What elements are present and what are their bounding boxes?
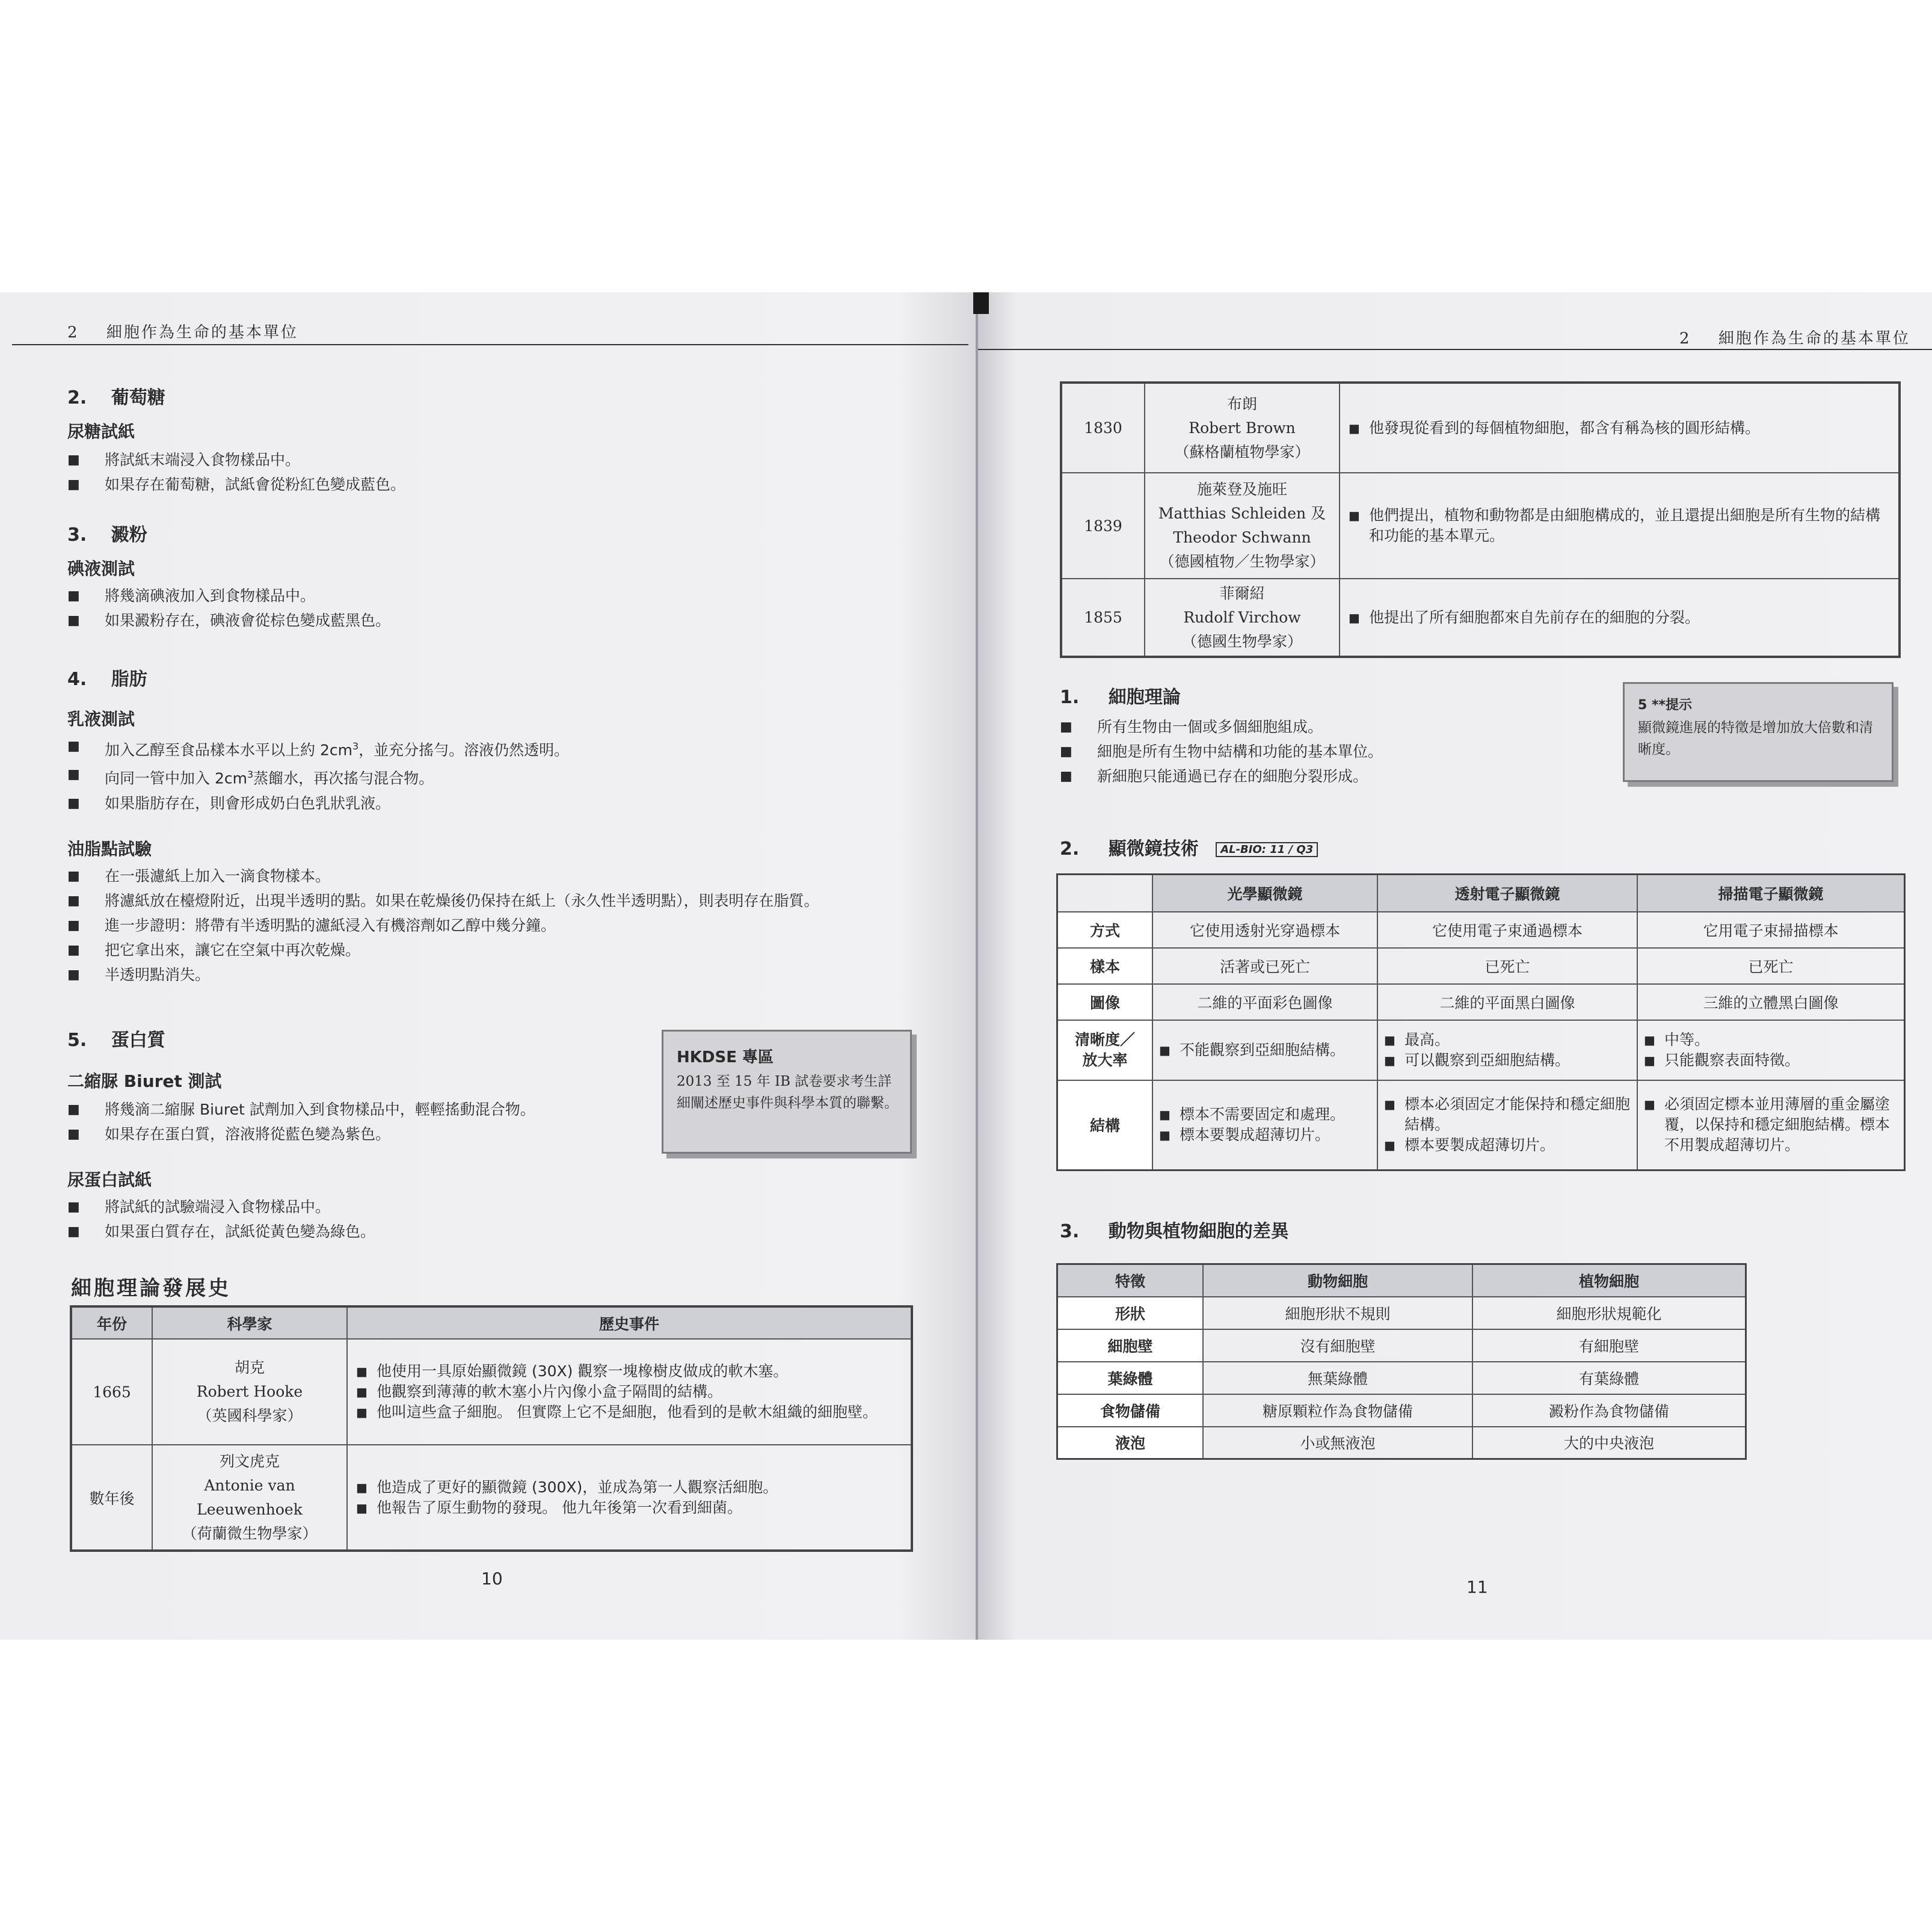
table-cell: 細胞形狀不規則 [1203, 1297, 1472, 1329]
row-header: 葉綠體 [1057, 1362, 1204, 1394]
hint-box [1623, 682, 1894, 782]
list-item: ■ 標本要製成超薄切片。 [1155, 1125, 1374, 1145]
tip-body: 2013 至 15 年 IB 試卷要求考生詳細闡述歷史事件與科學本質的聯繫。 [677, 1074, 898, 1111]
section-protein-heading [67, 1025, 165, 1051]
table-row [1057, 1427, 1746, 1459]
events-cell [347, 1445, 912, 1551]
table-row [1061, 383, 1900, 473]
section-number: 2. [67, 387, 87, 408]
bullet-list [67, 583, 390, 633]
table-cell: 有葉綠體 [1472, 1362, 1746, 1394]
list-item: ■ 進一步證明：將帶有半透明點的濾紙浸入有機溶劑如乙醇中幾分鐘。 [67, 913, 819, 938]
scientist-cell [1145, 579, 1340, 657]
list-item: ■ 將試紙的試驗端浸入食物樣品中。 [67, 1195, 375, 1219]
right-page [978, 292, 1932, 1640]
row-header: 細胞壁 [1057, 1329, 1204, 1362]
table-cell [1377, 1080, 1637, 1171]
table-row [1057, 1362, 1746, 1394]
section-title: 蛋白質 [111, 1030, 165, 1051]
list-item: ■ 標本要製成超薄切片。 [1380, 1135, 1634, 1155]
table-row [1057, 1394, 1746, 1427]
table-cell: 二維的平面彩色圖像 [1152, 984, 1377, 1020]
list-item: ■ 如果蛋白質存在，試紙從黃色變為綠色。 [67, 1219, 375, 1244]
section-starch-heading [67, 520, 147, 546]
row-header: 樣本 [1057, 948, 1153, 984]
binding-shadow [973, 292, 989, 314]
section-number: 5. [67, 1030, 87, 1051]
column-header: 植物細胞 [1472, 1264, 1746, 1297]
scientist-name-en: Antonie van [204, 1476, 295, 1494]
list-item: ■ 他提出了所有細胞都來自先前存在的細胞的分裂。 [1345, 608, 1894, 628]
cell-theory-heading [1060, 682, 1181, 709]
list-item: ■ 不能觀察到亞細胞結構。 [1155, 1040, 1374, 1060]
table-cell: 二維的平面黑白圖像 [1377, 984, 1637, 1020]
column-header: 特徵 [1057, 1264, 1204, 1297]
row-header: 液泡 [1057, 1427, 1204, 1459]
subsection-title: 尿蛋白試紙 [67, 1170, 152, 1190]
page-number: 11 [1466, 1577, 1488, 1597]
scientist-cell [1145, 473, 1340, 579]
table-cell [1637, 1020, 1905, 1080]
bullet-text: ，並充分搖勻。溶液仍然透明。 [358, 741, 570, 759]
list-item: ■ 如果澱粉存在，碘液會從棕色變成藍黑色。 [67, 608, 390, 633]
table-cell: 它使用電子束通過標本 [1377, 912, 1637, 948]
bullet-list [67, 1195, 375, 1244]
table-cell: 三維的立體黑白圖像 [1637, 984, 1905, 1020]
year-cell: 1830 [1061, 383, 1145, 473]
microscope-heading [1060, 834, 1318, 860]
table-cell: 澱粉作為食物儲備 [1472, 1394, 1746, 1427]
section-title: 顯微鏡技術 [1108, 838, 1199, 860]
section-number: 3. [67, 525, 87, 546]
scientist-name-zh: 胡克 [234, 1359, 265, 1376]
list-item: ■ 將幾滴碘液加入到食物樣品中。 [67, 583, 390, 608]
subsection-title: 碘液測試 [67, 559, 135, 579]
column-header: 動物細胞 [1203, 1264, 1472, 1297]
scientist-cell [152, 1445, 347, 1551]
section-number: 4. [67, 669, 87, 690]
scientist-origin: （英國科學家） [197, 1407, 303, 1424]
table-row [1057, 1297, 1746, 1329]
scientist-name-en: Theodor Schwann [1173, 529, 1311, 546]
scientist-origin: （德國生物學家） [1181, 632, 1302, 650]
section-title: 脂肪 [111, 669, 147, 690]
bullet-text: 加入乙醇至食品樣本水平以上約 2cm [105, 741, 352, 759]
table-row [1057, 1080, 1905, 1171]
table-cell: 已死亡 [1377, 948, 1637, 984]
left-page [0, 292, 976, 1640]
row-header: 圖像 [1057, 984, 1153, 1020]
list-item: ■ 中等。 [1640, 1030, 1901, 1050]
table-cell: 細胞形狀規範化 [1472, 1297, 1746, 1329]
table-row [1057, 1020, 1905, 1080]
section-number: 3. [1060, 1221, 1080, 1242]
bullet-list [67, 1097, 535, 1146]
scientist-name-zh: 列文虎克 [219, 1452, 280, 1470]
section-fat-heading [67, 664, 147, 691]
section-number: 2. [1060, 838, 1080, 860]
table-cell: 它使用透射光穿過標本 [1152, 912, 1377, 948]
list-item: ■ 把它拿出來，讓它在空氣中再次乾燥。 [67, 938, 819, 962]
column-header: 科學家 [152, 1306, 347, 1339]
table-cell [1152, 1020, 1377, 1080]
row-header: 結構 [1057, 1080, 1153, 1171]
list-item: ■ 如果存在蛋白質，溶液將從藍色變為紫色。 [67, 1122, 535, 1146]
year-cell: 1839 [1061, 473, 1145, 579]
list-item: ■ 所有生物由一個或多個細胞組成。 [1060, 715, 1383, 739]
section-title: 細胞理論 [1108, 687, 1181, 708]
section-glucose-heading [67, 383, 165, 409]
scientist-name-en: Leeuwenhoek [197, 1500, 303, 1518]
superscript: 3 [352, 740, 359, 752]
column-header: 光學顯微鏡 [1152, 875, 1377, 912]
scientist-origin: （德國植物／生物學家） [1159, 553, 1325, 570]
table-cell: 它用電子束掃描標本 [1637, 912, 1905, 948]
scientist-cell [152, 1339, 347, 1445]
row-header-line: 清晰度／ [1074, 1030, 1135, 1048]
row-header: 方式 [1057, 912, 1153, 948]
list-item: ■ 標本不需要固定和處理。 [1155, 1104, 1374, 1125]
list-item: ■ 將幾滴二縮脲 Biuret 試劑加入到食物樣品中，輕輕搖動混合物。 [67, 1097, 535, 1122]
subsection-title: 油脂點試驗 [67, 839, 152, 859]
table-cell: 無葉綠體 [1203, 1362, 1472, 1394]
chapter-number: 2 [1679, 330, 1690, 348]
bullet-list [67, 864, 819, 987]
table-row [1061, 579, 1900, 657]
history-table-left [70, 1305, 913, 1552]
list-item: ■ 細胞是所有生物中結構和功能的基本單位。 [1060, 739, 1383, 764]
table-row [1057, 912, 1905, 948]
table-cell: 大的中央液泡 [1472, 1427, 1746, 1459]
section-title: 動物與植物細胞的差異 [1108, 1221, 1289, 1242]
scientist-cell [1145, 383, 1340, 473]
list-item: ■ 在一張濾紙上加入一滴食物樣本。 [67, 864, 819, 888]
scientist-origin: （蘇格蘭植物學家） [1174, 443, 1310, 461]
year-cell: 1855 [1061, 579, 1145, 657]
list-item: ■ 他們提出，植物和動物都是由細胞構成的，並且還提出細胞是所有生物的結構和功能的基本單元。 [1345, 505, 1894, 546]
scientist-name-en: Matthias Schleiden 及 [1158, 505, 1326, 522]
table-row [71, 1339, 912, 1445]
hkdse-tip-box [662, 1030, 912, 1154]
chapter-title: 細胞作為生命的基本單位 [106, 324, 298, 342]
list-item: ■ 最高。 [1380, 1030, 1634, 1050]
list-item: ■ 他使用一具原始顯微鏡 (30X) 觀察一塊橡樹皮做成的軟木塞。 [352, 1361, 906, 1382]
bullet-list [67, 448, 405, 497]
row-header [1057, 1020, 1153, 1080]
row-header: 形狀 [1057, 1297, 1204, 1329]
list-item: ■ 他發現從看到的每個植物細胞，都含有稱為核的圓形結構。 [1345, 418, 1894, 438]
scientist-name-zh: 施萊登及施旺 [1196, 481, 1287, 498]
hint-title: 5 **提示 [1638, 698, 1692, 713]
table-cell: 活著或已死亡 [1152, 948, 1377, 984]
table-row [1057, 948, 1905, 984]
page-header-left [67, 320, 298, 342]
bullet-list [67, 734, 569, 816]
list-item: ■ 如果存在葡萄糖，試紙會從粉紅色變成藍色。 [67, 472, 405, 497]
list-item: ■ 可以觀察到亞細胞結構。 [1380, 1050, 1634, 1071]
table-cell: 沒有細胞壁 [1203, 1329, 1472, 1362]
events-cell [1340, 383, 1900, 473]
subsection-title: 二縮脲 Biuret 測試 [67, 1071, 222, 1091]
table-cell [1152, 1080, 1377, 1171]
scientist-name-en: Rudolf Virchow [1183, 608, 1301, 626]
table-cell: 已死亡 [1637, 948, 1905, 984]
bullet-list [1060, 715, 1383, 789]
animal-plant-heading [1060, 1216, 1289, 1243]
section-title: 葡萄糖 [111, 387, 165, 408]
list-item: ■ 標本必須固定才能保持和穩定細胞結構。 [1380, 1094, 1634, 1135]
events-cell [347, 1339, 912, 1445]
column-header: 年份 [71, 1306, 152, 1339]
section-number: 1. [1060, 687, 1080, 708]
corner-cell [1057, 875, 1153, 912]
list-item: ■ 只能觀察表面特徵。 [1640, 1050, 1901, 1071]
history-table-right [1060, 381, 1901, 658]
list-item: ■ 他觀察到薄薄的軟木塞小片內像小盒子隔間的結構。 [352, 1382, 906, 1402]
scientist-name-en: Robert Hooke [196, 1383, 303, 1400]
table-row [1061, 473, 1900, 579]
list-item: ■ 必須固定標本並用薄層的重金屬塗覆，以保持和穩定細胞結構。標本不用製成超薄切片。 [1640, 1094, 1901, 1155]
events-cell [1340, 473, 1900, 579]
table-row [1057, 984, 1905, 1020]
header-rule [12, 344, 968, 345]
header-rule [978, 349, 1932, 350]
list-item: ■ 半透明點消失。 [67, 962, 819, 987]
superscript: 3 [247, 769, 254, 781]
column-header: 掃描電子顯微鏡 [1637, 875, 1905, 912]
page-number: 10 [481, 1569, 503, 1589]
table-cell: 有細胞壁 [1472, 1329, 1746, 1362]
table-cell [1377, 1020, 1637, 1080]
subsection-title: 尿糖試紙 [67, 422, 135, 441]
list-item: ■ 將濾紙放在檯燈附近，出現半透明的點。如果在乾燥後仍保持在紙上（永久性半透明點），則表明存在脂質。 [67, 888, 819, 913]
scientist-name-en: Robert Brown [1189, 419, 1296, 437]
subsection-title: 乳液測試 [67, 709, 135, 729]
chapter-number: 2 [67, 324, 78, 342]
list-item: ■ 如果脂肪存在，則會形成奶白色乳狀乳液。 [67, 791, 569, 816]
animal-plant-table [1056, 1263, 1747, 1460]
list-item: ■ 將試紙末端浸入食物樣品中。 [67, 448, 405, 472]
microscope-table [1056, 873, 1906, 1171]
year-cell: 1665 [71, 1339, 152, 1445]
row-header-line: 放大率 [1082, 1051, 1128, 1069]
exam-reference-tag: AL-BIO: 11 / Q3 [1216, 842, 1318, 857]
list-item: ■ 新細胞只能通過已存在的細胞分裂形成。 [1060, 764, 1383, 789]
table-cell: 小或無液泡 [1203, 1427, 1472, 1459]
table-cell [1637, 1080, 1905, 1171]
list-item: ■ 他叫這些盒子細胞。 但實際上它不是細胞，他看到的是軟木組織的細胞壁。 [352, 1402, 906, 1423]
list-item: ■ 他造成了更好的顯微鏡 (300X)，並成為第一人觀察活細胞。 [352, 1477, 906, 1498]
table-row [1057, 1329, 1746, 1362]
list-item: ■ 他報告了原生動物的發現。 他九年後第一次看到細菌。 [352, 1498, 906, 1518]
section-title: 澱粉 [111, 525, 147, 546]
table-cell: 糖原顆粒作為食物儲備 [1203, 1394, 1472, 1427]
scientist-origin: （荷蘭微生物學家） [182, 1524, 318, 1542]
tip-title: HKDSE 專區 [677, 1048, 774, 1066]
list-item [67, 734, 569, 762]
row-header: 食物儲備 [1057, 1394, 1204, 1427]
events-cell [1340, 579, 1900, 657]
scientist-name-zh: 菲爾紹 [1219, 584, 1265, 602]
scientist-name-zh: 布朗 [1226, 395, 1257, 413]
column-header: 透射電子顯微鏡 [1377, 875, 1637, 912]
table-row [71, 1445, 912, 1551]
hint-body: 顯微鏡進展的特徵是增加放大倍數和清晰度。 [1638, 720, 1873, 757]
bullet-text: 蒸餾水，再次搖勻混合物。 [253, 769, 434, 787]
history-title: 細胞理論發展史 [71, 1276, 231, 1300]
chapter-title: 細胞作為生命的基本單位 [1718, 330, 1910, 348]
year-cell: 數年後 [71, 1445, 152, 1551]
bullet-text: 向同一管中加入 2cm [105, 769, 247, 787]
column-header: 歷史事件 [347, 1306, 912, 1339]
page-header-right [1679, 326, 1910, 348]
list-item [67, 762, 569, 790]
